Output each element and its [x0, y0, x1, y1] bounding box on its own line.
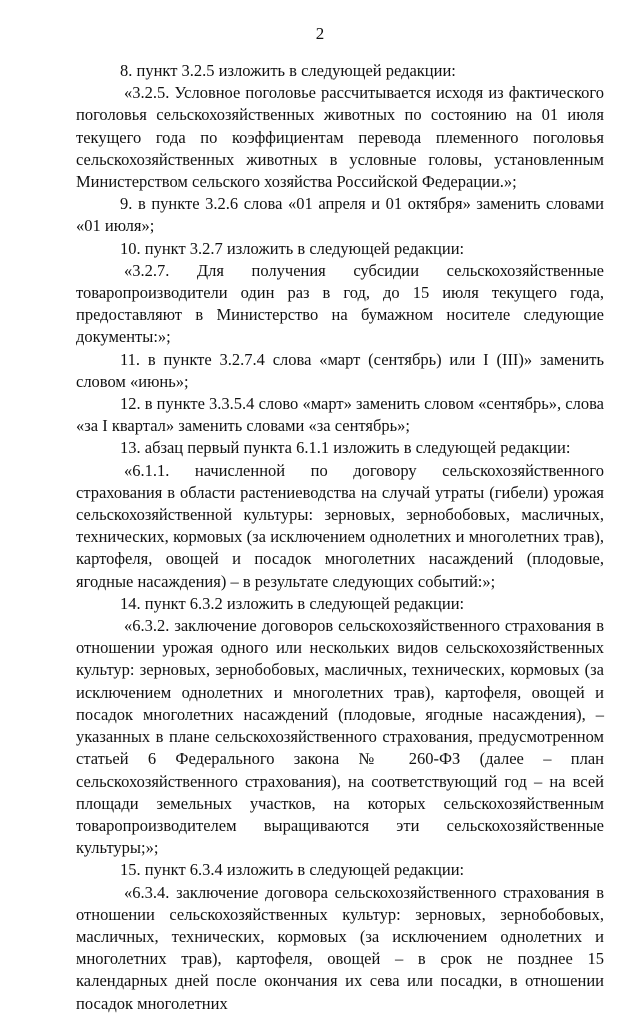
paragraph-quote-3-2-5: «3.2.5. Условное поголовье рассчитывается исходя из фактического поголовья сельскохозяйственных животных по состоянию на 01 июля текущего года по коэффициентам перевода племенного поголовья сельскохозяйственных животных в условные головы, установленным Министерством сельского хозяйства Российской Федерации.»; — [76, 83, 604, 192]
paragraph-item-12: 12. в пункте 3.3.5.4 слово «март» заменить словом «сентябрь», слова «за I квартал» заменить словами «за сентябрь»; — [76, 394, 604, 436]
paragraph-item-10: 10. пункт 3.2.7 изложить в следующей редакции: — [120, 238, 465, 258]
page-number: 2 — [315, 24, 325, 43]
paragraph-item-13: 13. абзац первый пункта 6.1.1 изложить в следующей редакции: — [120, 438, 571, 458]
paragraph-item-9: 9. в пункте 3.2.6 слова «01 апреля и 01 октября» заменить словами «01 июля»; — [76, 194, 604, 236]
paragraph-item-15: 15. пункт 6.3.4 изложить в следующей редакции: — [120, 860, 465, 880]
paragraph-quote-6-3-4: «6.3.4. заключение договора сельскохозяйственного страхования в отношении сельскохозяйственных культур: зерновых, зернобобовых, масличных, технических, кормовых (за исключением однолетних и многолетних трав), картофеля, овощей – в срок не позднее 15 календарных дней после окончания их сева или посадки, в отношении посадок многолетних — [76, 882, 604, 1013]
paragraph-item-11: 11. в пункте 3.2.7.4 слова «март (сентябрь) или I (III)» заменить словом «июнь»; — [76, 349, 604, 391]
document-body — [76, 60, 604, 1015]
paragraph-quote-3-2-7: «3.2.7. Для получения субсидии сельскохозяйственные товаропроизводители один раз в год, до 15 июля текущего года, предоставляют в Министерство на бумажном носителе следующие документы:»; — [76, 260, 604, 347]
paragraph-quote-6-1-1: «6.1.1. начисленной по договору сельскохозяйственного страхования в области растениеводства на случай утраты (гибели) урожая сельскохозяйственной культуры: зерновых, зернобобовых, масличных, технических, кормовых (за исключением однолетних и многолетних трав), картофеля, овощей и посадок многолетних насаждений (плодовые, ягодные насаждения) – в результате следующих событий:»; — [76, 460, 604, 591]
paragraph-item-14: 14. пункт 6.3.2 изложить в следующей редакции: — [120, 593, 465, 613]
paragraph-item-8: 8. пункт 3.2.5 изложить в следующей редакции: — [120, 61, 456, 80]
paragraph-quote-6-3-2: «6.3.2. заключение договоров сельскохозяйственного страхования в отношении урожая одного или нескольких видов сельскохозяйственных культур: зерновых, зернобобовых, масличных, технических, кормовых (за исключением однолетних и многолетних трав), картофеля, овощей и посадок многолетних насаждений (плодовые, ягодные насаждения), – указанных в плане сельскохозяйственного страхования, предусмотренном статьей 6 Федерального закона № 260-ФЗ (далее – план сельскохозяйственного страхования), на соответствующий год – на всей площади земельных участков, на которых сельскохозяйственным товаропроизводителем выращиваются эти сельскохозяйственные культуры;»; — [76, 616, 604, 858]
